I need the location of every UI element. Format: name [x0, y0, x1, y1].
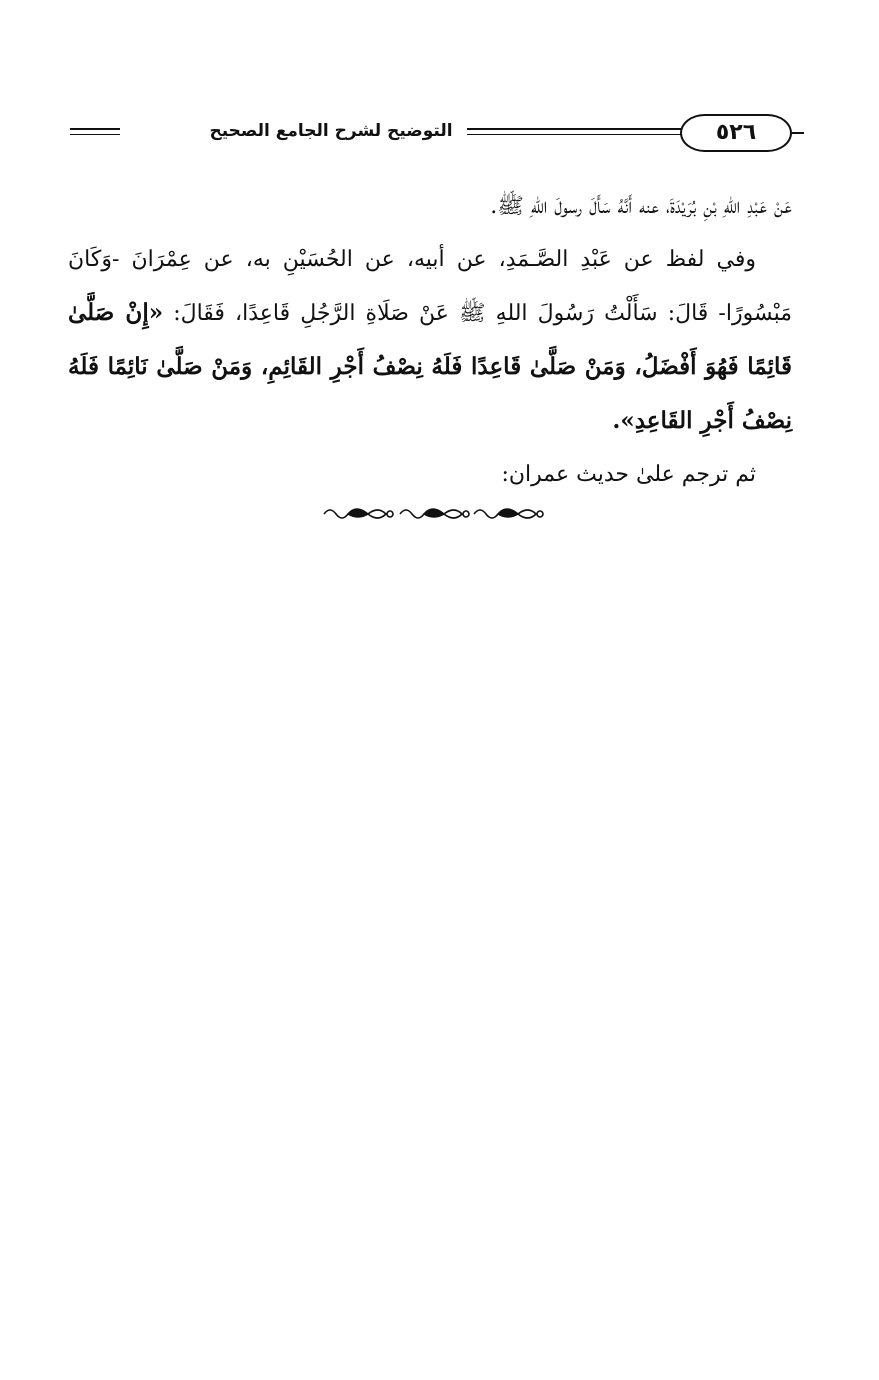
- ornament-segment: [324, 509, 393, 518]
- paragraph-1: عَنْ عَبْدِ اللهِ بْنِ بُرَيْدَةَ، عنه أَنَّهُ سَأَلَ رسولَ اللهِ ﷺ.: [490, 194, 792, 219]
- floral-divider-icon: [320, 500, 544, 528]
- paragraph-2: [68, 233, 792, 448]
- hadith-quote: «إِنْ صَلَّىٰ قَائِمًا فَهُوَ أَفْضَلُ، وَمَنْ صَلَّىٰ قَاعِدًا فَلَهُ نِصْفُ أَجْرِ القَائِمِ، وَمَنْ صَلَّىٰ نَائِمًا فَلَهُ نِصْفُ أَجْرِ القَاعِدِ».: [68, 299, 792, 434]
- ornament-segment: [474, 509, 543, 518]
- paragraph-3: ثم ترجم علىٰ حديث عمران:: [501, 462, 756, 487]
- body-text: [68, 180, 792, 501]
- header-rule-left: [70, 128, 120, 130]
- header-rule-left-thin: [70, 134, 120, 135]
- header-rule-right: [792, 132, 804, 134]
- page-header: [70, 112, 794, 158]
- ornament-segment: [400, 509, 469, 518]
- running-title: التوضيح لشرح الجامع الصحيح: [195, 116, 467, 146]
- page-number: ٥٢٦: [680, 114, 792, 152]
- paragraph-2-intro: وفي لفظ عن عَبْدِ الصَّـمَدِ، عن أبيه، عن الحُسَيْنِ به، عن عِمْرَانَ -وَكَانَ مَبْسُورًا- قَالَ: سَأَلْتُ رَسُولَ اللهِ ﷺ عَنْ صَلَاةِ الرَّجُلِ قَاعِدًا، فَقَالَ:: [68, 247, 792, 326]
